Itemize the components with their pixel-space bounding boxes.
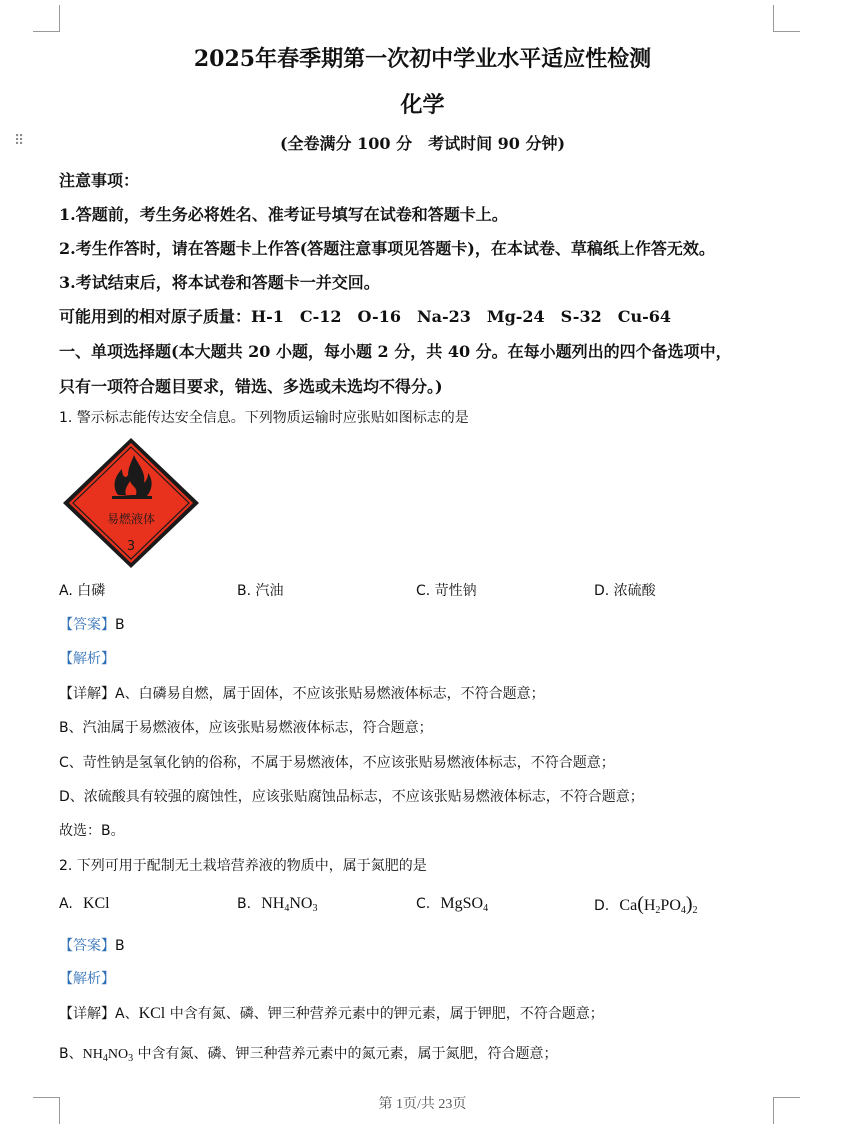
option-label: D. <box>594 898 610 914</box>
formula-kcl: KCl <box>138 1005 166 1022</box>
q1-option-a: A. 白磷 <box>59 583 106 599</box>
q2-option-d <box>594 893 698 916</box>
option-label: C. <box>416 896 431 912</box>
sign-class-number: 3 <box>126 539 136 554</box>
question-2-stem: 2. 下列可用于配制无土栽培营养液的物质中，属于氮肥的是 <box>59 858 427 874</box>
notice-item-1: 1.答题前，考生务必将姓名、准考证号填写在试卷和答题卡上。 <box>59 205 508 224</box>
page-number: 第 1页/共 23页 <box>378 1097 467 1112</box>
option-label: B. <box>237 896 252 912</box>
answer-value: B <box>115 938 125 954</box>
q1-detail-d: D、浓硫酸具有较强的腐蚀性，应该张贴腐蚀品标志，不应该张贴易燃液体标志，不符合题意； <box>59 789 644 805</box>
sign-label: 易燃液体 <box>106 512 156 526</box>
q2-option-a <box>59 893 110 913</box>
q1-option-b: B. 汽油 <box>237 583 284 599</box>
section-instructions-line-2: 只有一项符合题目要求，错选、多选或未选均不得分。) <box>59 377 443 396</box>
exam-title: 2025年春季期第一次初中学业水平适应性检测 <box>193 46 652 72</box>
q2-option-c <box>416 893 488 914</box>
crop-mark-top-left <box>33 5 60 32</box>
q1-conclusion: 故选：B。 <box>59 823 125 839</box>
q1-option-d: D. 浓硫酸 <box>594 583 656 599</box>
notice-item-3: 3.考试结束后，将本试卷和答题卡一并交回。 <box>59 273 380 292</box>
q2-option-b <box>237 893 317 914</box>
drag-handle-icon[interactable]: ⠿ <box>14 133 24 149</box>
q1-analysis-tag: 【解析】 <box>59 651 115 667</box>
q2-answer-line <box>59 935 125 955</box>
formula-kcl: KCl <box>82 895 110 912</box>
formula-calcium-dihydrogen-phosphate: $Ca(H_2PO_4)_2$ <box>619 893 698 916</box>
crop-mark-top-right <box>773 5 800 32</box>
formula-ammonium-nitrate: $NH_4NO_3$ <box>82 1047 134 1064</box>
notice-heading: 注意事项： <box>59 171 140 190</box>
formula-ammonium-nitrate: $NH_4NO_3$ <box>261 895 318 914</box>
question-1-stem: 1. 警示标志能传达安全信息。下列物质运输时应张贴如图标志的是 <box>59 410 469 426</box>
detail-text: A、白磷易自燃，属于固体，不应该张贴易燃液体标志，不符合题意； <box>115 686 545 702</box>
notice-item-2: 2.考生作答时，请在答题卡上作答(答题注意事项见答题卡)，在本试卷、草稿纸上作答无效。 <box>59 239 715 258</box>
q1-detail-a <box>59 683 545 703</box>
q2-detail-a: 【详解】A、KCl 中含有氮、磷、钾三种营养元素中的钾元素，属于钾肥，不符合题意； <box>59 1005 604 1022</box>
answer-tag: 【答案】 <box>59 617 115 633</box>
answer-value: B <box>115 617 125 633</box>
detail-tag: 【详解】 <box>59 686 115 702</box>
answer-tag: 【答案】 <box>59 938 115 954</box>
detail-tag: 【详解】 <box>59 1006 115 1022</box>
section-instructions-line-1: 一、单项选择题(本大题共 20 小题，每小题 2 分，共 40 分。在每小题列出的四个备选项中， <box>59 342 732 361</box>
q2-detail-b: B、$NH_4NO_3$ 中含有氮、磷、钾三种营养元素中的氮元素，属于氮肥，符合题意； <box>59 1046 558 1064</box>
formula-magnesium-sulfate: MgSO$_4$ <box>440 895 489 914</box>
q1-option-c: C. 苛性钠 <box>416 583 477 599</box>
q1-detail-b: B、汽油属于易燃液体，应该张贴易燃液体标志，符合题意； <box>59 720 433 736</box>
exam-info: (全卷满分 100 分 考试时间 90 分钟) <box>279 134 566 153</box>
q1-detail-c: C、苛性钠是氢氧化钠的俗称，不属于易燃液体，不应该张贴易燃液体标志，不符合题意； <box>59 755 615 771</box>
q2-analysis-tag: 【解析】 <box>59 971 115 987</box>
flammable-liquid-sign <box>62 437 200 569</box>
subject-title: 化学 <box>400 92 445 118</box>
q1-answer-line <box>59 614 125 634</box>
option-label: A. <box>59 896 73 912</box>
atomic-mass-line: 可能用到的相对原子质量：H-1 C-12 O-16 Na-23 Mg-24 S-32 Cu-64 <box>59 307 671 326</box>
